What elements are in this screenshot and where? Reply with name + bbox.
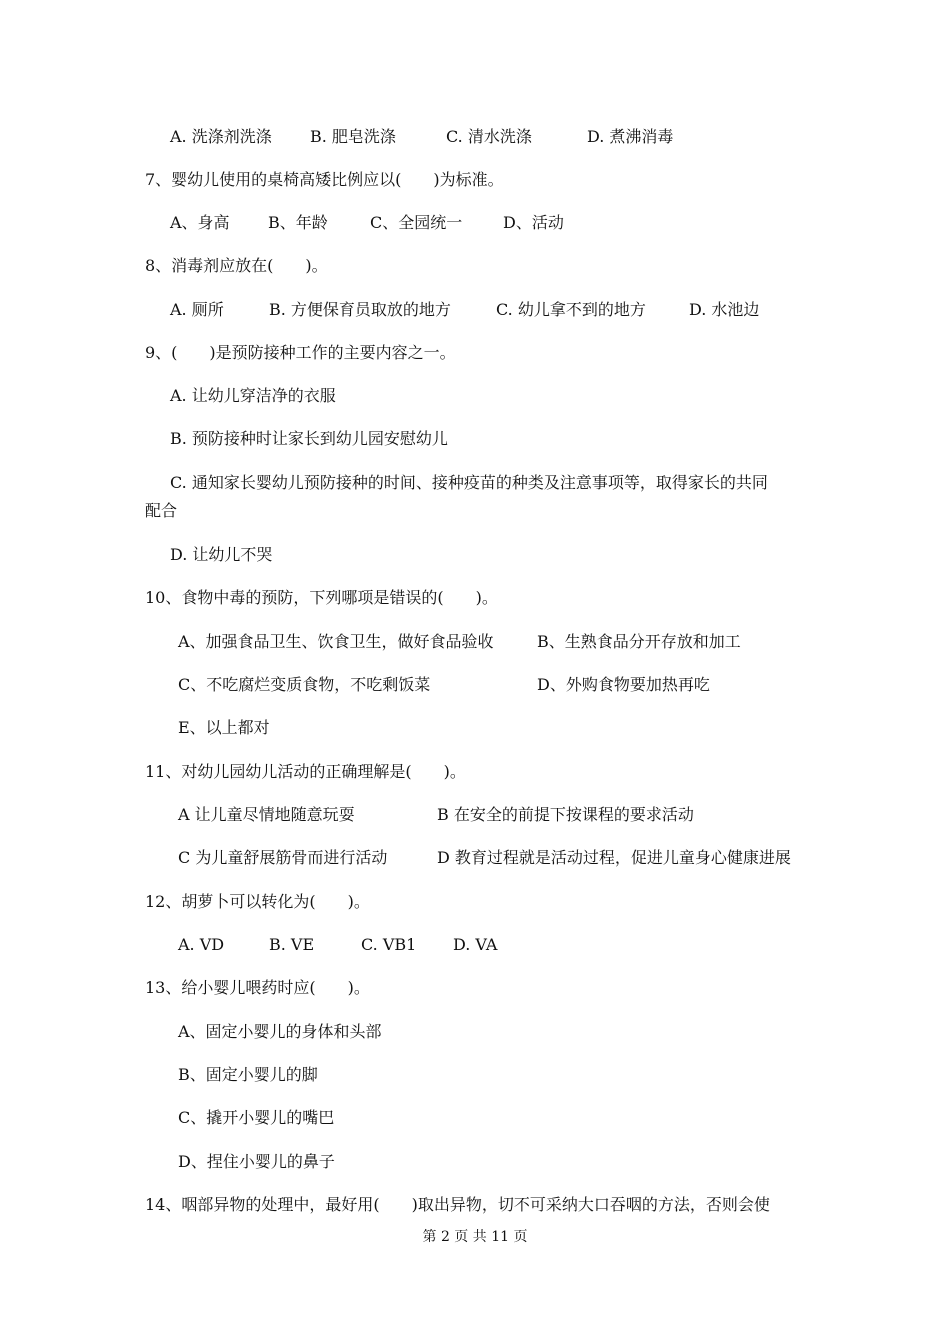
q12-option-a: A. VD [178, 935, 225, 954]
q11-option-c: C 为儿童舒展筋骨而进行活动 [178, 848, 388, 867]
q9-option-a: A. 让幼儿穿洁净的衣服 [170, 386, 336, 405]
q9-option-c: C. 通知家长婴幼儿预防接种的时间、接种疫苗的种类及注意事项等，取得家长的共同 [170, 473, 768, 492]
q8-option-b: B. 方便保育员取放的地方 [269, 300, 451, 319]
q6-option-b: B. 肥皂洗涤 [310, 127, 396, 146]
q11-option-a: A 让儿童尽情地随意玩耍 [178, 805, 355, 824]
q10-option-e: E、以上都对 [178, 718, 270, 737]
page-footer: 第 2 页 共 11 页 [422, 1229, 528, 1245]
q12-stem: 12、胡萝卜可以转化为( )。 [145, 892, 370, 911]
q8-option-d: D. 水池边 [689, 300, 760, 319]
q8-option-c: C. 幼儿拿不到的地方 [496, 300, 646, 319]
q12-option-b: B. VE [269, 935, 315, 954]
q7-option-c: C、全园统一 [370, 213, 463, 232]
q9-option-b: B. 预防接种时让家长到幼儿园安慰幼儿 [170, 429, 448, 448]
q9-option-c-continued: 配合 [145, 501, 178, 520]
q10-option-a: A、加强食品卫生、饮食卫生，做好食品验收 [178, 632, 494, 651]
q12-option-c: C. VB1 [361, 935, 417, 954]
q6-option-a: A. 洗涤剂洗涤 [170, 127, 272, 146]
q11-stem: 11、对幼儿园幼儿活动的正确理解是( )。 [145, 762, 466, 781]
q13-option-c: C、撬开小婴儿的嘴巴 [178, 1108, 335, 1127]
q10-stem: 10、食物中毒的预防，下列哪项是错误的( )。 [145, 588, 498, 607]
q6-option-d: D. 煮沸消毒 [587, 127, 674, 146]
q9-stem: 9、( )是预防接种工作的主要内容之一。 [145, 343, 456, 362]
q9-option-d: D. 让幼儿不哭 [170, 545, 273, 564]
q13-option-d: D、捏住小婴儿的鼻子 [178, 1152, 335, 1171]
q13-option-b: B、固定小婴儿的脚 [178, 1065, 318, 1084]
q13-stem: 13、给小婴儿喂药时应( )。 [145, 978, 370, 997]
q10-option-c: C、不吃腐烂变质食物，不吃剩饭菜 [178, 675, 431, 694]
q7-stem: 7、婴幼儿使用的桌椅高矮比例应以( )为标准。 [145, 170, 504, 189]
q13-option-a: A、固定小婴儿的身体和头部 [178, 1022, 382, 1041]
q7-option-a: A、身高 [170, 213, 230, 232]
q12-option-d: D. VA [453, 935, 498, 954]
q7-option-d: D、活动 [503, 213, 564, 232]
q8-stem: 8、消毒剂应放在( )。 [145, 256, 328, 275]
q10-option-b: B、生熟食品分开存放和加工 [537, 632, 741, 651]
q6-option-c: C. 清水洗涤 [446, 127, 532, 146]
q10-option-d: D、外购食物要加热再吃 [537, 675, 710, 694]
q11-option-b: B 在安全的前提下按课程的要求活动 [437, 805, 694, 824]
q7-option-b: B、年龄 [268, 213, 328, 232]
q8-option-a: A. 厕所 [170, 300, 224, 319]
q11-option-d: D 教育过程就是活动过程，促进儿童身心健康进展 [437, 848, 791, 867]
q14-stem: 14、咽部异物的处理中，最好用( )取出异物，切不可采纳大口吞咽的方法，否则会使 [145, 1195, 770, 1214]
